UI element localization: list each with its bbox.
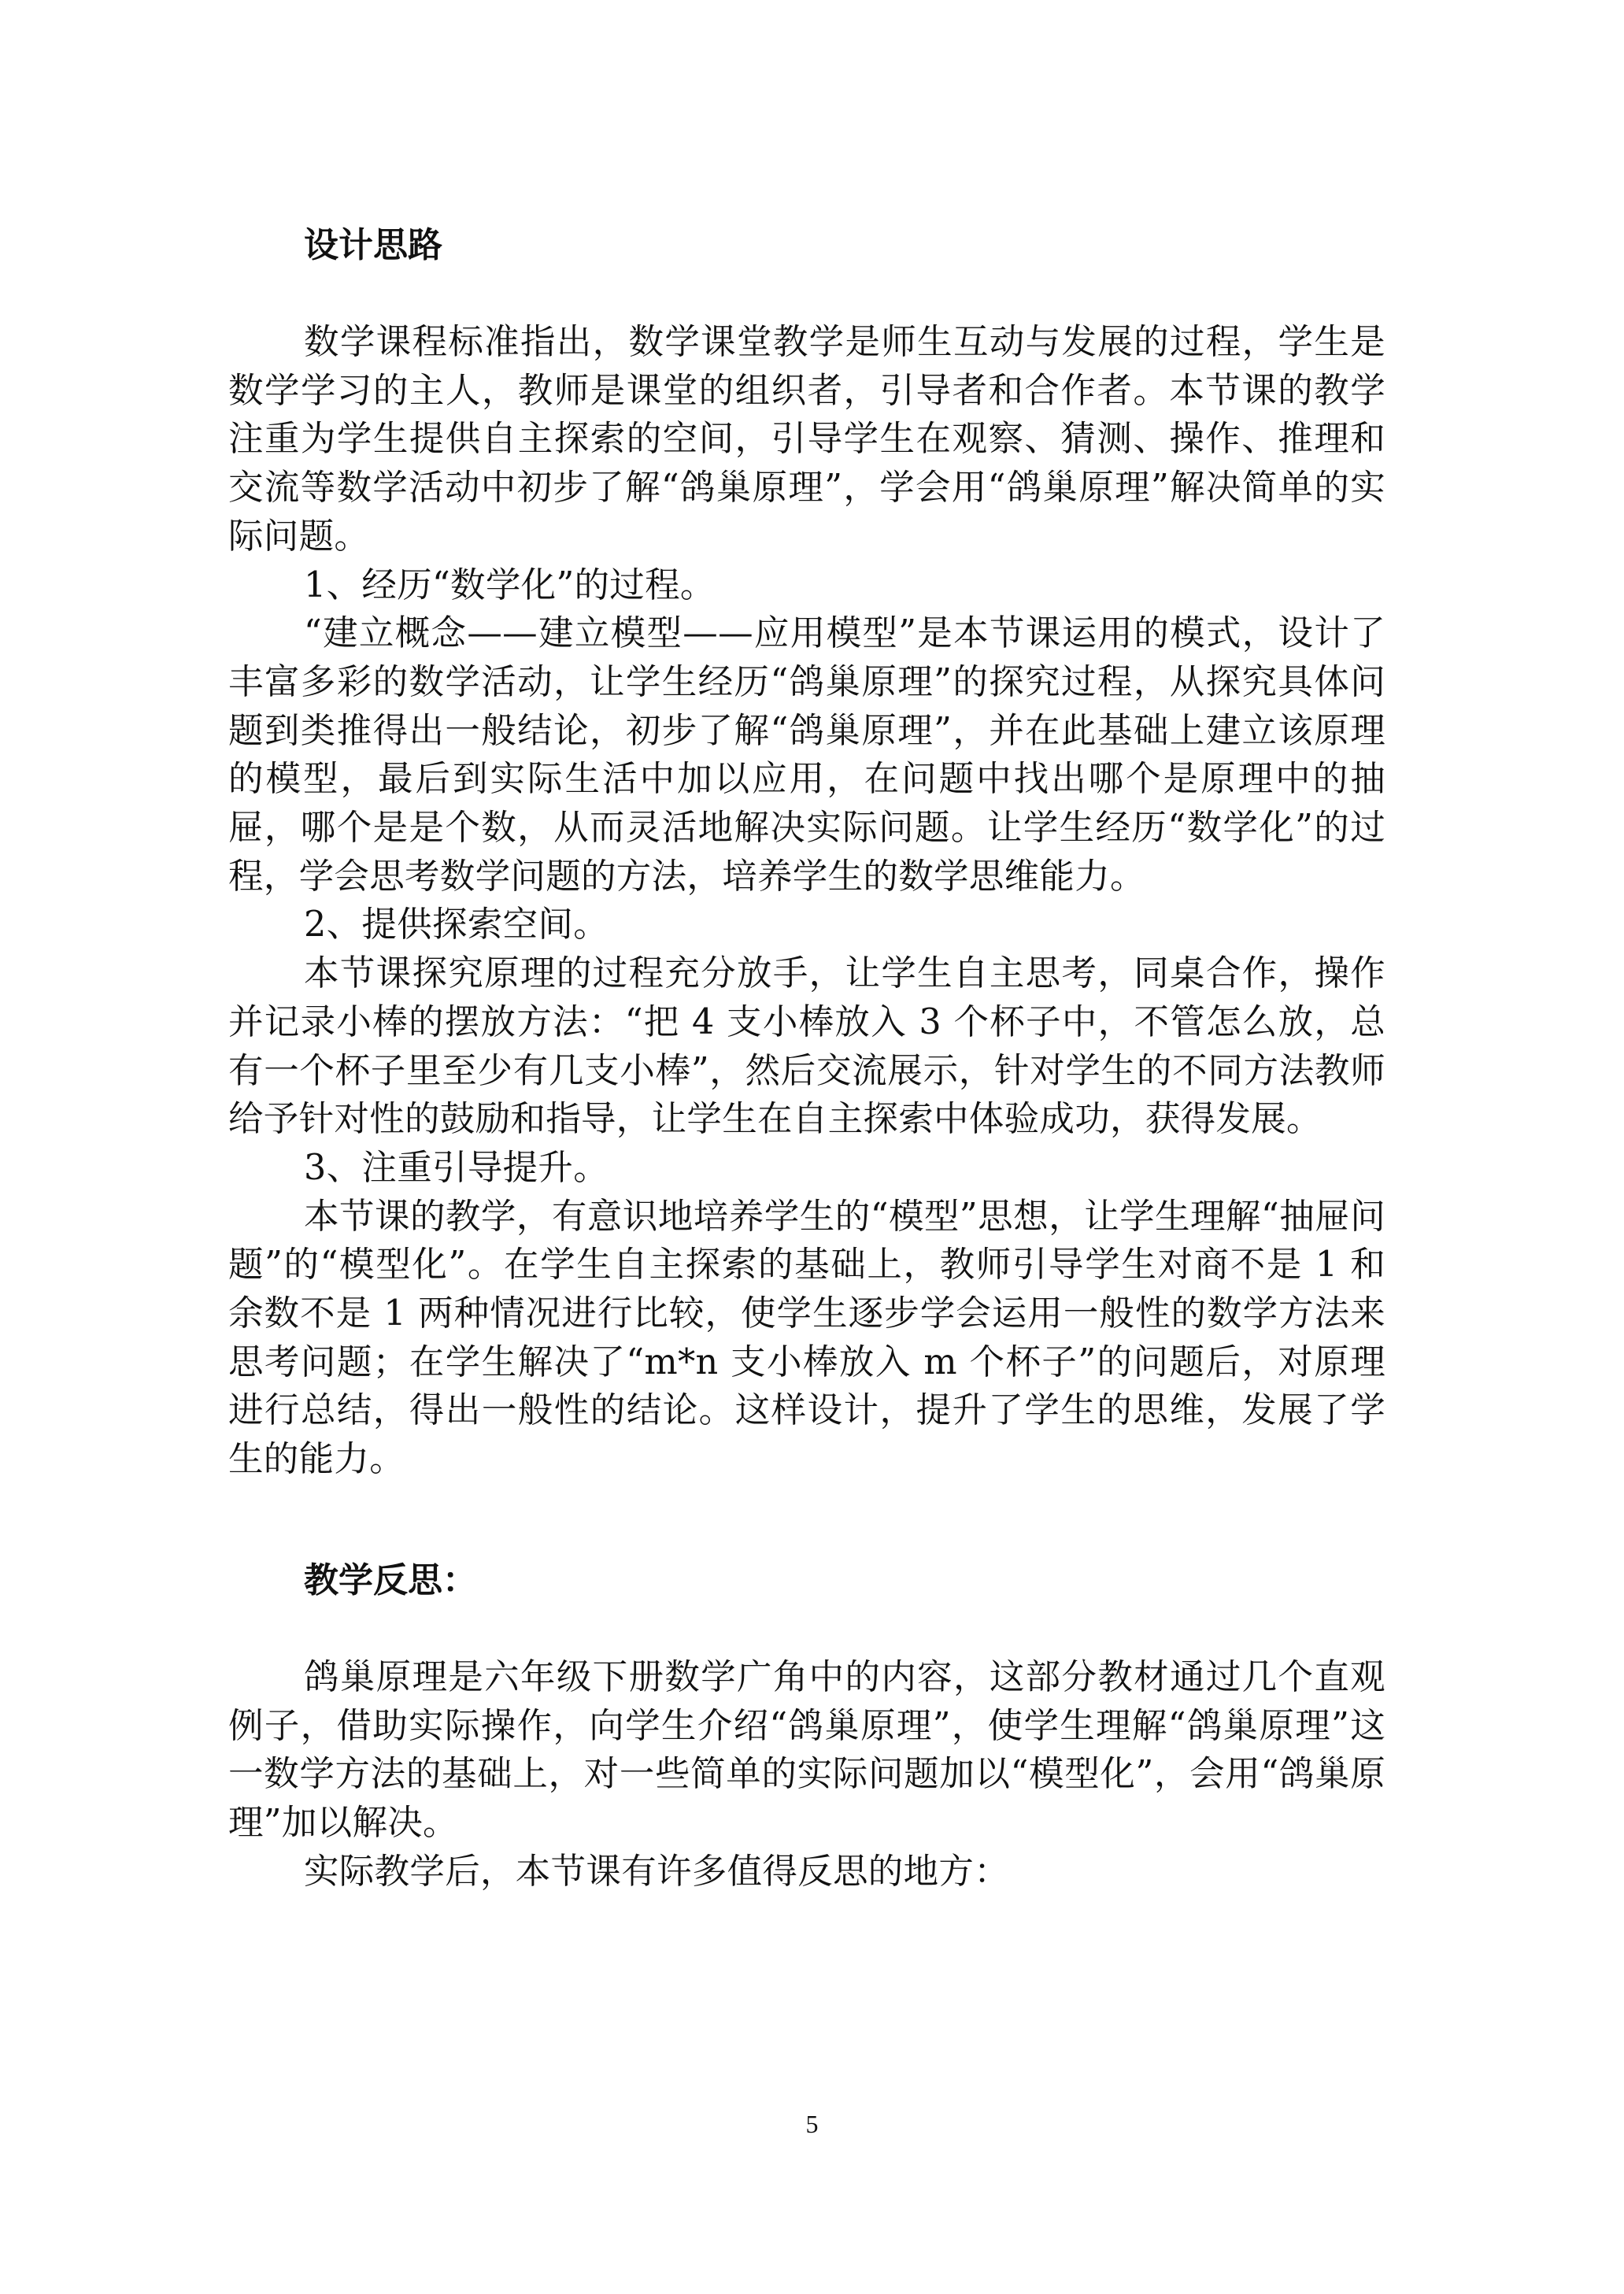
paragraph: “建立概念——建立模型——应用模型”是本节课运用的模式，设计了丰富多彩的数学活动，让学生经历“鸽巢原理”的探究过程，从探究具体问题到类推得出一般结论，初步了解“鸽巢原理”，并在此基础上建立该原理的模型，最后到实际生活中加以应用，在问题中找出哪个是原理中的抽屉，哪个是是个数，从而灵活地解决实际问题。让学生经历“数学化”的过程，学会思考数学问题的方法，培养学生的数学思维能力。 bbox=[228, 613, 1385, 897]
paragraph: 本节课的教学，有意识地培养学生的“模型”思想，让学生理解“抽屉问题”的“模型化”。在学生自主探索的基础上，教师引导学生对商不是 1 和余数不是 1 两种情况进行比较，使学生逐步学会运用一般性的数学方法来思考问题；在学生解决了“m*n 支小棒放入 m 个杯子”的问题后，对原理进行总结，得出一般性的结论。这样设计，提升了学生的思维，发展了学生的能力。 bbox=[228, 1196, 1385, 1480]
paragraph: 本节课探究原理的过程充分放手，让学生自主思考，同桌合作，操作并记录小棒的摆放方法：“把 4 支小棒放入 3 个杯子中，不管怎么放，总有一个杯子里至少有几支小棒”，然后交流展示，针对学生的不同方法教师给予针对性的鼓励和指导，让学生在自主探索中体验成功，获得发展。 bbox=[228, 953, 1385, 1140]
section-heading-design-idea: 设计思路 bbox=[304, 225, 442, 265]
paragraph: 实际教学后，本节课有许多值得反思的地方： bbox=[304, 1851, 1010, 1892]
page-content bbox=[228, 222, 1385, 1896]
paragraph: 鸽巢原理是六年级下册数学广角中的内容，这部分教材通过几个直观例子，借助实际操作，向学生介绍“鸽巢原理”，使学生理解“鸽巢原理”这一数学方法的基础上，对一些简单的实际问题加以“模型化”，会用“鸽巢原理”加以解决。 bbox=[228, 1656, 1385, 1843]
paragraph: 3、注重引导提升。 bbox=[304, 1147, 609, 1188]
page-number: 5 bbox=[805, 2110, 819, 2138]
paragraph: 数学课程标准指出，数学课堂教学是师生互动与发展的过程，学生是数学学习的主人，教师是课堂的组织者，引导者和合作者。本节课的教学注重为学生提供自主探索的空间，引导学生在观察、猜测、操作、推理和交流等数学活动中初步了解“鸽巢原理”，学会用“鸽巢原理”解决简单的实际问题。 bbox=[228, 322, 1385, 557]
paragraph: 2、提供探索空间。 bbox=[304, 905, 609, 945]
paragraph: 1、经历“数学化”的过程。 bbox=[304, 564, 716, 605]
section-heading-teaching-reflection: 教学反思： bbox=[304, 1560, 477, 1600]
